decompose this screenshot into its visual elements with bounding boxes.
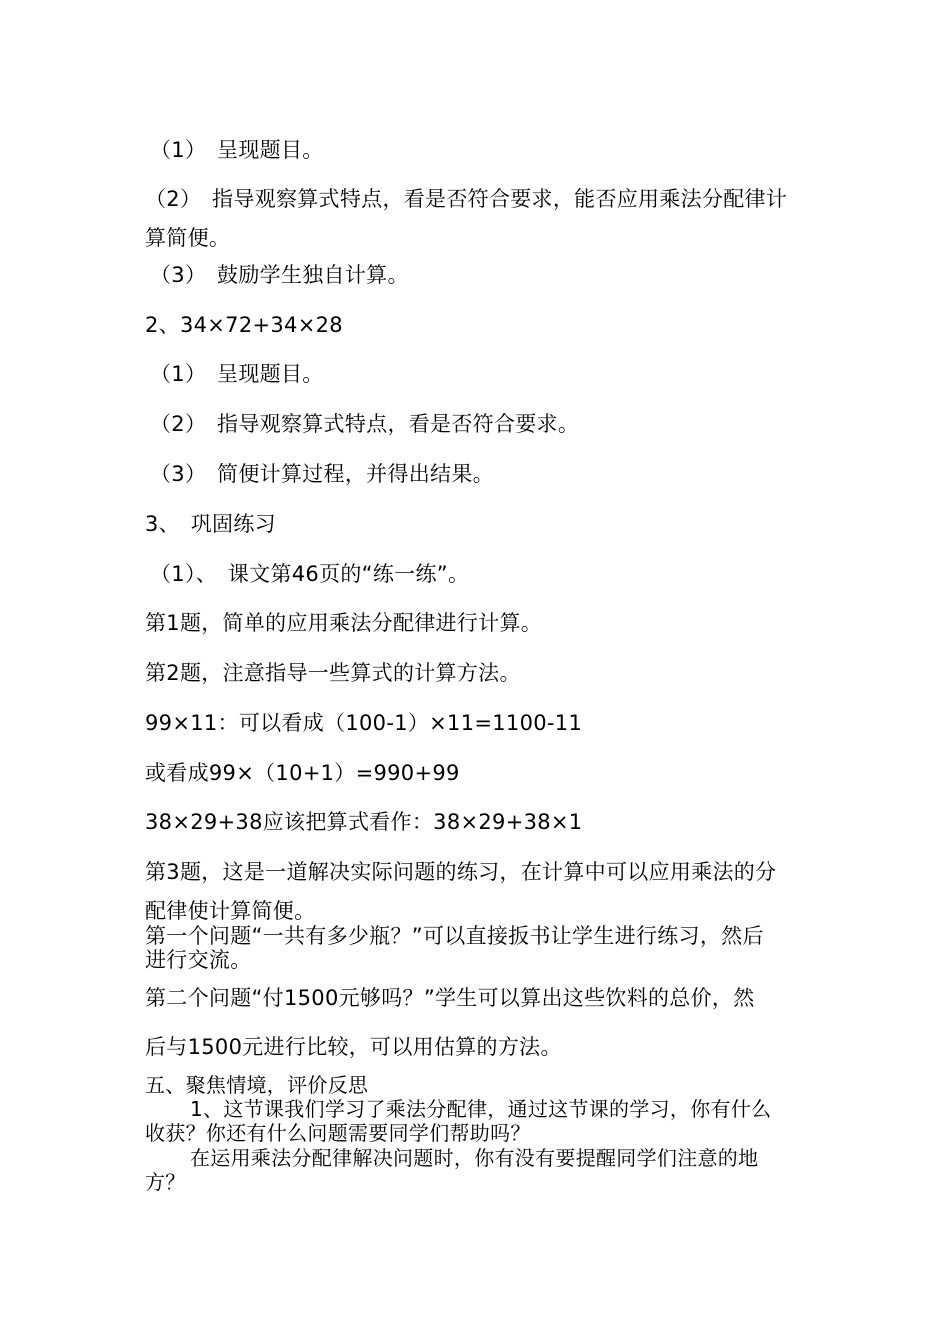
- text-line-problem-1: 第一个问题“一共有多少瓶？”可以直接扳书让学生进行练习，然后: [145, 924, 764, 948]
- text-line-step-2: （2） 指导观察算式特点，看是否符合要求，能否应用乘法分配律计: [145, 187, 788, 211]
- text-line-step-1b: （1） 呈现题目。: [150, 362, 324, 386]
- text-line-step-3b: （3） 简便计算过程，并得出结果。: [150, 462, 494, 486]
- text-line-step-1: （1） 呈现题目。: [150, 138, 324, 162]
- section-heading-reflection: 五、聚焦情境，评价反思: [145, 1073, 369, 1097]
- text-line-formula-2: 或看成99×（10+1）=990+99: [145, 761, 460, 785]
- text-line-step-3: （3） 鼓励学生独自计算。: [150, 263, 409, 287]
- text-line-exercise-1: （1）、 课文第46页的“练一练”。: [150, 562, 470, 586]
- text-line-reflection-1-cont: 收获？你还有什么问题需要同学们帮助吗？: [145, 1121, 531, 1145]
- text-line-step-2b: （2） 指导观察算式特点，看是否符合要求。: [150, 412, 580, 436]
- text-line-problem-1-cont: 进行交流。: [145, 948, 252, 972]
- section-heading-practice: 3、 巩固练习: [145, 512, 276, 536]
- text-line-step-2-cont: 算简便。: [145, 226, 231, 250]
- text-line-example-2: 2、34×72+34×28: [145, 313, 343, 337]
- text-line-reflection-2: 在运用乘法分配律解决问题时，你有没有要提醒同学们注意的地: [190, 1146, 759, 1170]
- text-line-question-3-cont: 配律使计算简便。: [145, 899, 316, 923]
- text-line-formula-1: 99×11：可以看成（100-1）×11=1100-11: [145, 711, 583, 735]
- text-line-question-3: 第3题，这是一道解决实际问题的练习，在计算中可以应用乘法的分: [145, 860, 777, 884]
- text-line-reflection-2-cont: 方？: [145, 1170, 186, 1194]
- text-line-formula-3: 38×29+38应该把算式看作：38×29+38×1: [145, 810, 583, 834]
- text-line-reflection-1: 1、这节课我们学习了乘法分配律，通过这节课的学习，你有什么: [190, 1097, 772, 1121]
- text-line-problem-2: 第二个问题“付1500元够吗？”学生可以算出这些饮料的总价，然: [145, 986, 755, 1010]
- text-line-problem-2-cont: 后与1500元进行比较，可以用估算的方法。: [145, 1035, 562, 1059]
- text-line-question-1: 第1题，简单的应用乘法分配律进行计算。: [145, 611, 543, 635]
- text-line-question-2: 第2题，注意指导一些算式的计算方法。: [145, 661, 521, 685]
